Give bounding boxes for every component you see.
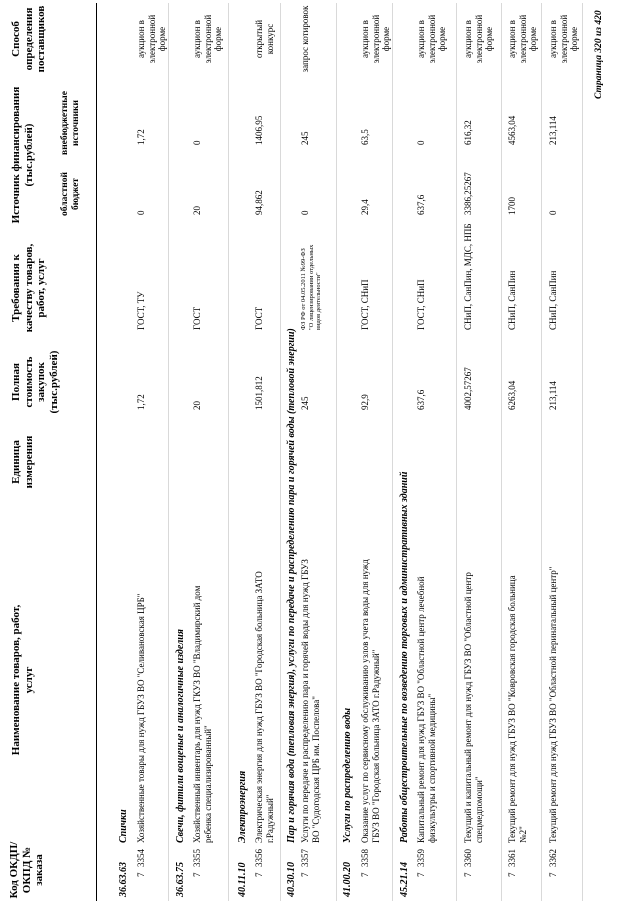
order-number: 3362 (548, 849, 558, 867)
item-name: Текущий и капитальный ремонт для нужд ГБУЗ ВО "Областной центр спецмедпомощи" (463, 572, 484, 843)
regional-budget: 29,4 (360, 199, 370, 215)
order-prefix: 7 (507, 872, 517, 877)
supplier-method: аукцион в электронной форме (548, 14, 579, 64)
order-number: 3359 (416, 849, 426, 867)
category-title: Свечи, фитили вощеные и аналогичные изделия (175, 629, 186, 843)
offbudget-sources: 0 (416, 140, 426, 145)
item-name: Текущий ремонт для нужд ГБУЗ ВО "Ковровская городская больница №2" (507, 575, 528, 843)
offbudget-sources: 616,32 (463, 120, 473, 145)
row-rule (228, 3, 229, 901)
header-rule (96, 3, 97, 901)
category-title: Работы общестроительные по возведению торговых и административных зданий (399, 471, 410, 843)
item-name: Электрическая энергия для нужд ГБУЗ ВО "Городская больница ЗАТО г.Радужный" (254, 571, 275, 843)
order-prefix: 7 (136, 872, 146, 877)
category-title: Пар и горячая вода (тепловая энергия), услуги по передаче и распределению пара и горячей воды (тепловой энергии) (286, 328, 297, 843)
total-cost: 1501,812 (254, 376, 264, 410)
supplier-method: аукцион в электронной форме (463, 14, 494, 64)
header-unit: Единица измерения (10, 435, 35, 489)
row-rule (541, 3, 542, 901)
quality-requirements: ГОСТ (192, 306, 202, 330)
row-rule (501, 3, 502, 901)
offbudget-sources: 4563,04 (507, 115, 517, 145)
total-cost: 637,6 (416, 389, 426, 410)
total-cost: 213,114 (548, 381, 558, 410)
header-code: Код ОКДП/ ОКПД № заказа (8, 841, 45, 899)
category-title: Электроэнергия (237, 770, 248, 843)
category-title: Спички (118, 809, 129, 843)
regional-budget: 20 (192, 206, 202, 215)
total-cost: 92,9 (360, 394, 370, 410)
row-rule (392, 3, 393, 901)
category-code: 36.63.63 (118, 862, 129, 897)
category-code: 40.30.10 (286, 862, 297, 897)
regional-budget: 637,6 (416, 194, 426, 215)
header-name: Наименование товаров, работ, услуг (10, 604, 35, 756)
total-cost: 245 (300, 396, 310, 410)
supplier-method: открытый конкурс (254, 19, 275, 59)
item-name: Текущий ремонт для нужд ГБУЗ ВО "Областной перинатальный центр" (548, 566, 558, 843)
header-method: Способ определения поставщиков (10, 5, 47, 73)
supplier-method: аукцион в электронной форме (192, 14, 223, 64)
header-offbudget: внебюджетные источники (60, 91, 81, 155)
regional-budget: 1700 (507, 197, 517, 215)
total-cost: 4002,57267 (463, 367, 473, 410)
order-number: 3357 (300, 849, 310, 867)
category-code: 40.11.10 (237, 862, 248, 897)
supplier-method: аукцион в электронной форме (416, 14, 447, 64)
quality-requirements: ФЗ РФ от 04.05.2011 №99-ФЗ "О лицензировании отдельных видов деятельности" (300, 244, 322, 330)
regional-budget: 0 (136, 210, 146, 215)
offbudget-sources: 213,114 (548, 116, 558, 145)
row-rule (336, 3, 337, 901)
item-name: Оказание услуг по сервисному обслуживанию узлов учета воды для нужд ГБУЗ ВО "Городская больница ЗАТО г.Радужный" (360, 559, 381, 843)
row-rule (456, 3, 457, 901)
order-number: 3356 (254, 849, 264, 867)
order-number: 3361 (507, 849, 517, 867)
order-prefix: 7 (463, 872, 473, 877)
total-cost: 6263,04 (507, 380, 517, 410)
offbudget-sources: 1406,95 (254, 115, 264, 145)
order-number: 3354 (136, 849, 146, 867)
row-rule (582, 3, 583, 901)
order-prefix: 7 (360, 872, 370, 877)
header-total: Полная стоимость закупок (тыс.рублей) (10, 350, 60, 414)
quality-requirements: ГОСТ, ТУ (136, 291, 146, 330)
supplier-method: аукцион в электронной форме (360, 14, 391, 64)
supplier-method: аукцион в электронной форме (507, 14, 538, 64)
order-number: 3360 (463, 849, 473, 867)
offbudget-sources: 1,72 (136, 129, 146, 145)
quality-requirements: ГОСТ, СНиП (360, 279, 370, 330)
category-code: 45.21.14 (399, 862, 410, 897)
quality-requirements: СНиП, СанПин (507, 270, 517, 330)
offbudget-sources: 245 (300, 131, 310, 145)
total-cost: 1,72 (136, 394, 146, 410)
regional-budget: 0 (548, 210, 558, 215)
item-name: Капитальный ремонт для нужд ГБУЗ ВО "Областной центр лечебной физкультуры и спортивной медицины" (416, 576, 437, 843)
item-name: Хозяйственный инвентарь для нужд ГКУЗ ВО "Владимирский дом ребенка специализированный" (192, 585, 213, 843)
quality-requirements: СНиП, СанПин (548, 270, 558, 330)
category-code: 36.63.75 (175, 862, 186, 897)
item-name: Хозяйственные товары для нужд ГБУЗ ВО "Селивановская ЦРБ" (136, 593, 146, 843)
row-rule (168, 3, 169, 901)
offbudget-sources: 0 (192, 140, 202, 145)
order-prefix: 7 (192, 872, 202, 877)
order-number: 3358 (360, 849, 370, 867)
row-rule (280, 3, 281, 901)
order-prefix: 7 (416, 872, 426, 877)
category-title: Услуги по распределению воды (342, 707, 353, 843)
header-requirements: Требования к качеству товаров, работ, услуг (10, 243, 47, 333)
regional-budget: 3386,25267 (463, 172, 473, 215)
category-code: 41.00.20 (342, 862, 353, 897)
quality-requirements: СНиП, СанПин, МДС, НПБ (463, 223, 473, 330)
header-regional-budget: областной бюджет (60, 172, 81, 216)
offbudget-sources: 63,5 (360, 129, 370, 145)
quality-requirements: ГОСТ, СНиП (416, 279, 426, 330)
order-number: 3355 (192, 849, 202, 867)
order-prefix: 7 (254, 872, 264, 877)
quality-requirements: ГОСТ (254, 306, 264, 330)
regional-budget: 94,862 (254, 190, 264, 215)
supplier-method: аукцион в электронной форме (136, 14, 167, 64)
item-name: Услуги по передаче и распределению пара и горячей воды для нужд ГБУЗ ВО "Судогодская ЦРБ им. Поспелова" (300, 559, 321, 843)
total-cost: 20 (192, 401, 202, 410)
supplier-method: запрос котировок (300, 5, 310, 73)
order-prefix: 7 (300, 872, 310, 877)
page-footer: Страница 320 из 420 (594, 10, 604, 99)
order-prefix: 7 (548, 872, 558, 877)
regional-budget: 0 (300, 210, 310, 215)
header-financing: Источник финансирования (тыс.рублей) (10, 86, 35, 224)
